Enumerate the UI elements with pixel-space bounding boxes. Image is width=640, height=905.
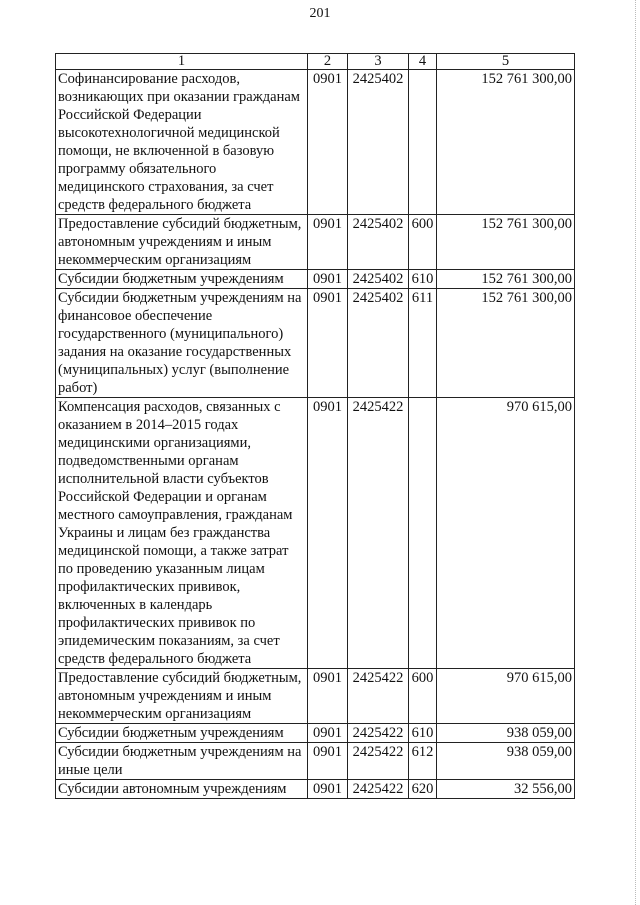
page-number: 201 — [309, 6, 331, 21]
row-expense-type — [409, 398, 437, 669]
column-header-5: 5 — [437, 54, 575, 70]
row-expense-type: 612 — [409, 743, 437, 780]
row-description: Субсидии бюджетным учреждениям — [56, 270, 308, 289]
row-target-article: 2425422 — [348, 780, 409, 799]
row-expense-type: 620 — [409, 780, 437, 799]
table-row — [56, 289, 575, 398]
row-amount: 152 761 300,00 — [437, 215, 575, 270]
header-row — [56, 54, 575, 70]
row-description: Предоставление субсидий бюджетным, автономным учреждениям и иным некоммерческим организациям — [56, 215, 308, 270]
table-row — [56, 724, 575, 743]
row-amount: 938 059,00 — [437, 743, 575, 780]
row-target-article: 2425402 — [348, 270, 409, 289]
table-row — [56, 669, 575, 724]
row-description: Компенсация расходов, связанных с оказанием в 2014–2015 годах медицинскими организациями, подведомственными органам исполнительной власти субъектов Российской Федерации и органам местного самоуправления, гражданам Украины и лицам без гражданства медицинской помощи, а также затрат по проведению указанным лицам профилактических прививок, включенных в календарь профилактических прививок по эпидемическим показаниям, за счет средств федерального бюджета — [56, 398, 308, 669]
row-section-code: 0901 — [308, 215, 348, 270]
row-section-code: 0901 — [308, 289, 348, 398]
row-amount: 152 761 300,00 — [437, 289, 575, 398]
row-description: Субсидии бюджетным учреждениям на финансовое обеспечение государственного (муниципального) задания на оказание государственных (муниципальных) услуг (выполнение работ) — [56, 289, 308, 398]
row-section-code: 0901 — [308, 724, 348, 743]
row-target-article: 2425422 — [348, 743, 409, 780]
row-amount: 152 761 300,00 — [437, 70, 575, 215]
row-expense-type — [409, 70, 437, 215]
column-header-1: 1 — [56, 54, 308, 70]
row-target-article: 2425402 — [348, 70, 409, 215]
row-description: Субсидии бюджетным учреждениям на иные цели — [56, 743, 308, 780]
row-amount: 970 615,00 — [437, 398, 575, 669]
row-section-code: 0901 — [308, 398, 348, 669]
row-expense-type: 600 — [409, 215, 437, 270]
row-description: Субсидии бюджетным учреждениям — [56, 724, 308, 743]
row-target-article: 2425422 — [348, 669, 409, 724]
row-amount: 970 615,00 — [437, 669, 575, 724]
table-row — [56, 70, 575, 215]
row-target-article: 2425402 — [348, 215, 409, 270]
row-amount: 938 059,00 — [437, 724, 575, 743]
table-row — [56, 215, 575, 270]
column-header-2: 2 — [308, 54, 348, 70]
table-row — [56, 743, 575, 780]
row-amount: 32 556,00 — [437, 780, 575, 799]
row-target-article: 2425422 — [348, 398, 409, 669]
row-expense-type: 611 — [409, 289, 437, 398]
row-expense-type: 610 — [409, 270, 437, 289]
row-description: Субсидии автономным учреждениям — [56, 780, 308, 799]
scan-edge-line — [634, 0, 636, 905]
row-expense-type: 600 — [409, 669, 437, 724]
row-section-code: 0901 — [308, 270, 348, 289]
row-section-code: 0901 — [308, 780, 348, 799]
budget-table — [55, 53, 575, 799]
row-section-code: 0901 — [308, 70, 348, 215]
row-expense-type: 610 — [409, 724, 437, 743]
row-description: Софинансирование расходов, возникающих при оказании гражданам Российской Федерации высокотехнологичной медицинской помощи, не включенной в базовую программу обязательного медицинского страхования, за счет средств федерального бюджета — [56, 70, 308, 215]
row-description: Предоставление субсидий бюджетным, автономным учреждениям и иным некоммерческим организациям — [56, 669, 308, 724]
column-header-3: 3 — [348, 54, 409, 70]
row-section-code: 0901 — [308, 743, 348, 780]
table-row — [56, 270, 575, 289]
table-row — [56, 398, 575, 669]
row-target-article: 2425402 — [348, 289, 409, 398]
row-target-article: 2425422 — [348, 724, 409, 743]
row-section-code: 0901 — [308, 669, 348, 724]
column-header-4: 4 — [409, 54, 437, 70]
row-amount: 152 761 300,00 — [437, 270, 575, 289]
table-row — [56, 780, 575, 799]
